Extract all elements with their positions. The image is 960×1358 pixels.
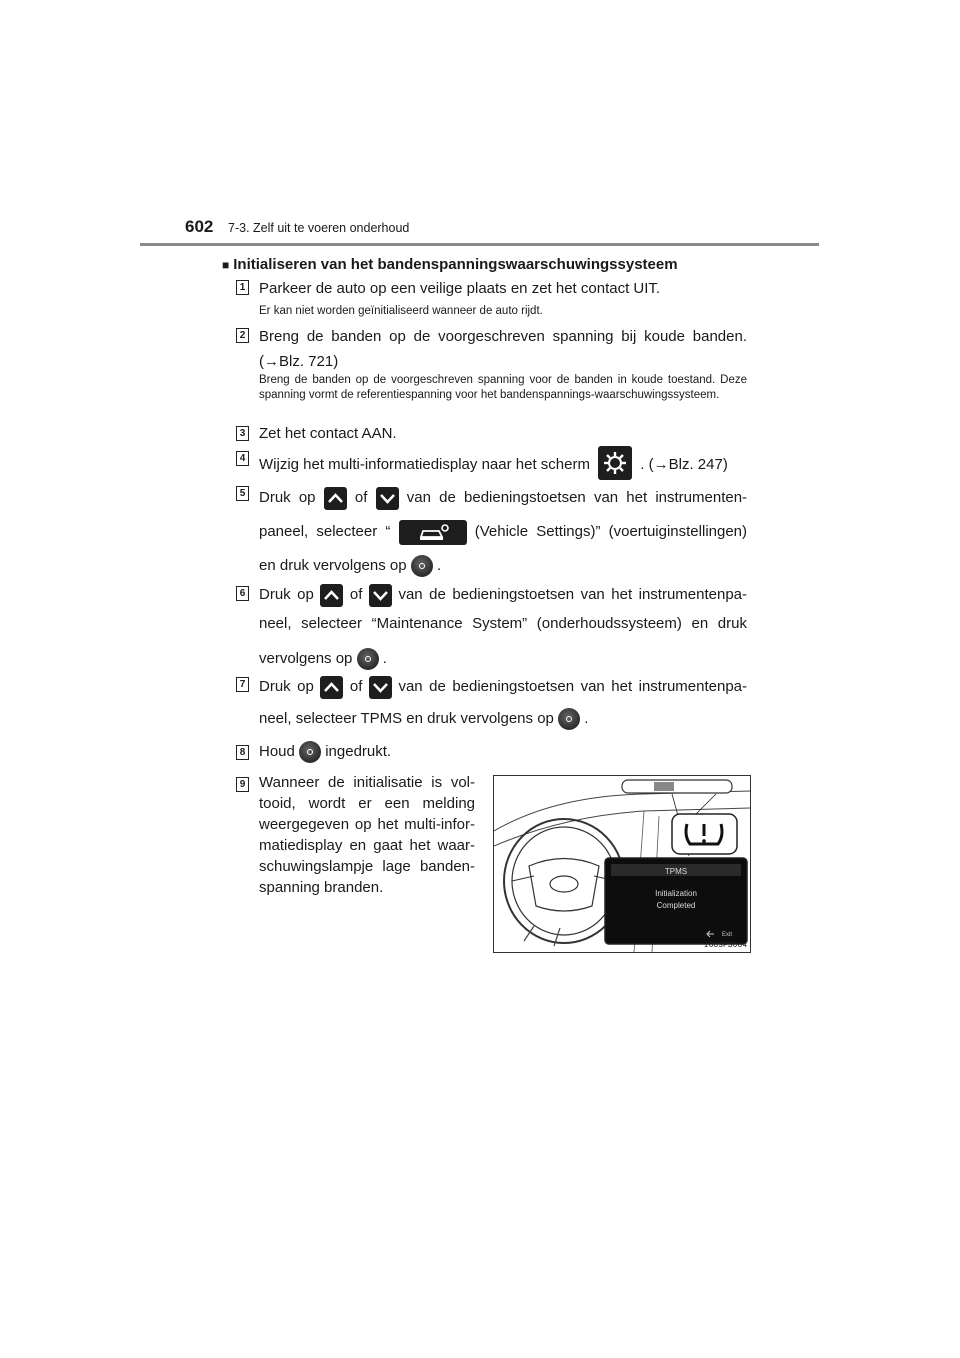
step-1-note: Er kan niet worden geïnitialiseerd wanneer de auto rijdt. xyxy=(259,305,543,317)
display-line-1: Initialization xyxy=(655,889,697,898)
step-number-2: 2 xyxy=(236,328,249,343)
chevron-up-icon xyxy=(320,584,343,607)
step-6-text: Druk op of van de bedieningstoetsen van het instrumentenpa- neel, selecteer “Maintenance System” (onderhoudssysteem) en druk vervolgens op . xyxy=(259,580,747,673)
step-8-text: Houd ingedrukt. xyxy=(259,739,747,764)
step-number-1: 1 xyxy=(236,280,249,295)
illustration-code: IO63PS064 xyxy=(703,941,747,950)
step-1-text: Parkeer de auto op een veilige plaats en zet het contact UIT. xyxy=(259,280,661,297)
chevron-down-icon xyxy=(369,584,392,607)
chevron-up-icon xyxy=(320,676,343,699)
dashboard-drawing xyxy=(494,776,750,952)
chapter-title: 7-3. Zelf uit te voeren onderhoud xyxy=(228,221,410,235)
step-number-9: 9 xyxy=(236,777,249,792)
step-number-6: 6 xyxy=(236,586,249,601)
page-number: 602 xyxy=(185,217,214,236)
step-number-3: 3 xyxy=(236,426,249,441)
select-knob-icon xyxy=(357,648,379,670)
step-4-text: Wijzig het multi-informatiedisplay naar het scherm . (→Blz. 247) xyxy=(259,446,747,480)
step-2-note: Breng de banden op de voorgeschreven spanning voor de banden in koude toestand. Deze spanning vormt de referentiespanning voor het bandenspannings-waarschuwingssysteem. xyxy=(259,374,747,401)
display-exit-label: Exit xyxy=(722,932,733,938)
chevron-down-icon xyxy=(376,487,399,510)
step-number-5: 5 xyxy=(236,486,249,501)
display-title: TPMS xyxy=(664,867,688,876)
select-knob-icon xyxy=(299,741,321,763)
select-knob-icon xyxy=(558,708,580,730)
chevron-down-icon xyxy=(369,676,392,699)
chevron-up-icon xyxy=(324,487,347,510)
step-number-4: 4 xyxy=(236,451,249,466)
step-3-text: Zet het contact AAN. xyxy=(259,425,397,442)
display-line-2: Completed xyxy=(656,901,696,910)
step-9-text: Wanneer de initialisatie is vol- tooid, wordt er een melding weergegeven op het multi-infor- matiedisplay en gaat het waar- schuwingslampje lage banden- spanning branden. xyxy=(259,774,475,896)
header-rule xyxy=(140,243,819,246)
vehicle-settings-icon xyxy=(399,520,467,545)
step-number-7: 7 xyxy=(236,677,249,692)
section-heading: ■ Initialiseren van het bandenspanningswaarschuwingssysteem xyxy=(222,256,678,273)
step-number-8: 8 xyxy=(236,745,249,760)
step-5-text: Druk op of van de bedieningstoetsen van het instrumenten- paneel, selecteer “ (Vehicle Settings)” (voertuiginstellingen) en druk vervolgens op . xyxy=(259,481,747,583)
step-7-text: Druk op of van de bedieningstoetsen van het instrumentenpa- neel, selecteer TPMS en druk vervolgens op . xyxy=(259,671,747,735)
settings-gear-icon xyxy=(598,446,632,480)
step-2-text: Breng de banden op de voorgeschreven spanning bij koude banden. (→Blz. 721) xyxy=(259,328,747,370)
dashboard-illustration xyxy=(493,775,751,953)
select-knob-icon xyxy=(411,555,433,577)
